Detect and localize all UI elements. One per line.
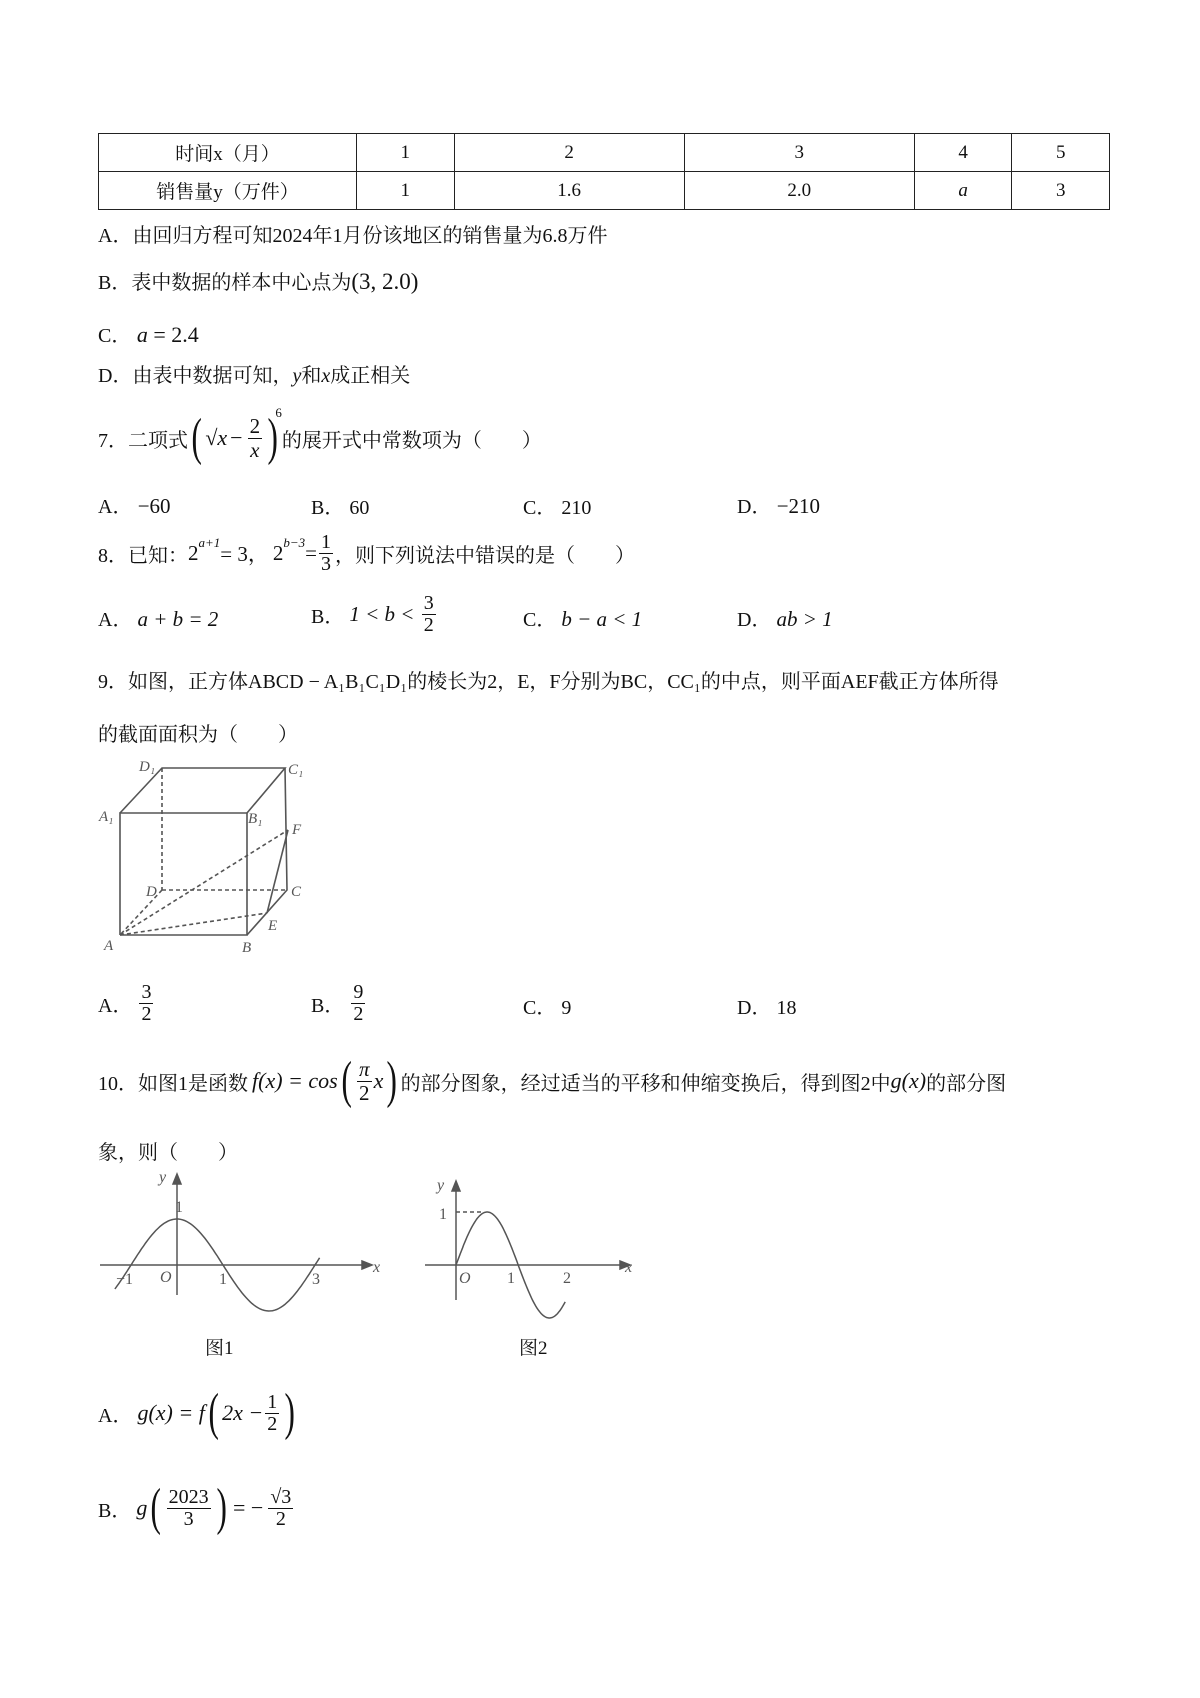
label-d: D <box>146 884 157 900</box>
q10-option-b <box>98 1477 295 1539</box>
question-text: 如图1是函数 <box>138 1072 248 1095</box>
denominator: 2 <box>359 1080 370 1105</box>
option-text: 表中数据的样本中心点为 <box>131 272 352 294</box>
option-label: D． <box>737 997 772 1019</box>
option-value: 210 <box>561 497 592 519</box>
figure-2 <box>425 1181 633 1318</box>
table-cell: a <box>914 172 1012 210</box>
right-paren: ) <box>386 1052 398 1109</box>
denominator: 2 <box>275 1507 286 1530</box>
option-value: −210 <box>776 494 821 518</box>
fraction <box>167 1487 211 1530</box>
function-f: f(x) = cos <box>252 1068 338 1093</box>
option-text: 和 <box>301 365 322 387</box>
option-value: 60 <box>349 497 370 519</box>
option-label: B． <box>98 1499 132 1522</box>
table-cell: 1.6 <box>454 172 684 210</box>
numerator: √3 <box>270 1485 292 1508</box>
numerator: 3 <box>423 591 434 614</box>
denominator: 2 <box>353 1002 364 1025</box>
option-text: 由表中数据可知， <box>132 365 293 387</box>
option-value: a + b = 2 <box>137 607 219 631</box>
exponent: 6 <box>275 405 282 420</box>
figure-2-caption: 图2 <box>519 1338 548 1359</box>
tick-label: −1 <box>116 1271 134 1288</box>
numerator: π <box>359 1057 370 1082</box>
denominator: 3 <box>183 1507 194 1530</box>
y-tick-label: 1 <box>175 1199 183 1216</box>
option-label: A． <box>98 225 133 247</box>
q9-option-d <box>737 991 796 1020</box>
label-a: A <box>104 938 114 954</box>
y-axis-arrow-icon <box>452 1181 460 1191</box>
y-axis-arrow-icon <box>173 1174 181 1184</box>
equation-rhs: = 3， <box>220 542 269 566</box>
left-paren: ( <box>208 1384 219 1441</box>
question-number: 10． <box>98 1072 138 1095</box>
x-axis-label: x <box>625 1259 633 1276</box>
option-math: = 2.4 <box>147 322 199 347</box>
question-text: 象，则（ ） <box>98 1142 238 1164</box>
base: 2 <box>272 540 284 565</box>
figure-1-caption: 图1 <box>205 1338 234 1359</box>
option-text: 成正相关 <box>330 365 411 387</box>
table-cell: 时间x（月） <box>99 134 357 172</box>
numerator: 1 <box>321 530 331 553</box>
numerator: 9 <box>353 980 364 1003</box>
table-cell: 2 <box>454 134 684 172</box>
option-lhs: g(x) = f <box>137 1400 205 1425</box>
question-number: 8． <box>98 544 128 567</box>
option-label: D． <box>98 365 133 387</box>
right-paren: ) <box>216 1479 227 1536</box>
denominator: 3 <box>321 552 331 575</box>
option-value: 1 < b < <box>349 601 420 626</box>
question-text: 如图，正方体ABCD − A₁B₁C₁D₁的棱长为2，E，F分别为BC，CC₁的中点，则平面AEF截正方体所得 <box>128 671 999 693</box>
option-var: a <box>136 322 148 347</box>
question-text: 的截面面积为（ ） <box>98 724 298 746</box>
option-label: B． <box>311 497 345 519</box>
base: 2 <box>188 540 199 565</box>
option-value: −60 <box>137 494 171 518</box>
question-text: ，则下列说法中错误的是（ ） <box>335 544 635 567</box>
q10-option-a <box>98 1382 299 1444</box>
y-axis-label: y <box>437 1177 445 1194</box>
label-b: B <box>242 940 252 956</box>
x-axis-label: x <box>373 1259 381 1276</box>
label-d1: D₁ <box>139 759 156 775</box>
denominator: 2 <box>267 1412 278 1435</box>
question-text: 二项式 <box>128 429 188 452</box>
option-label: B． <box>311 605 345 628</box>
table-cell: 销售量y（万件） <box>99 172 357 210</box>
question-number: 7． <box>98 429 128 452</box>
tick-label: 3 <box>312 1271 320 1288</box>
numerator: 2 <box>249 414 261 439</box>
option-label: B． <box>311 994 345 1017</box>
left-paren: ( <box>341 1052 352 1109</box>
denominator: 2 <box>423 613 434 636</box>
option-label: A． <box>98 609 133 631</box>
y-axis-label: y <box>159 1169 167 1186</box>
tick-label: 1 <box>219 1271 227 1288</box>
table-cell: 5 <box>1012 134 1110 172</box>
question-text: 的部分图象，经过适当的平移和伸缩变换后，得到图2中 <box>400 1072 891 1095</box>
tick-label: 2 <box>563 1270 571 1287</box>
option-var: y <box>292 365 302 387</box>
option-var: x <box>321 365 331 387</box>
option-math: (3, 2.0) <box>351 269 419 294</box>
right-paren: ) <box>284 1384 296 1441</box>
x-axis-arrow-icon <box>362 1261 372 1269</box>
figure-1 <box>100 1174 372 1311</box>
option-label: D． <box>737 609 772 631</box>
q8-option-d <box>737 603 833 632</box>
minus-sign: − <box>230 425 243 450</box>
origin-label: O <box>459 1270 471 1287</box>
exponent: b−3 <box>283 535 306 550</box>
fraction <box>268 1487 293 1530</box>
question-text: 已知： <box>128 544 188 567</box>
left-paren: ( <box>150 1479 162 1536</box>
option-inner: 2x − <box>222 1400 264 1425</box>
fraction <box>265 1392 279 1435</box>
option-label: C． <box>98 325 132 347</box>
sqrt-x: √x <box>205 425 228 450</box>
option-label: C． <box>523 997 557 1019</box>
label-f: F <box>292 822 302 838</box>
option-label: C． <box>523 497 557 519</box>
question-number: 9． <box>98 671 128 693</box>
label-b1: B₁ <box>248 811 263 827</box>
numerator: 2023 <box>168 1485 209 1508</box>
tick-label: 1 <box>507 1270 515 1287</box>
table-cell: 1 <box>357 172 455 210</box>
option-value: ab > 1 <box>776 607 833 631</box>
table-cell: 3 <box>684 134 914 172</box>
denominator: x <box>250 437 260 462</box>
exponent: a+1 <box>198 535 221 550</box>
table-cell: 2.0 <box>684 172 914 210</box>
function-graphs <box>0 0 700 1400</box>
right-paren: ) <box>267 409 278 466</box>
function-g: g(x) <box>890 1068 927 1093</box>
table-cell: 4 <box>914 134 1012 172</box>
option-value: b − a < 1 <box>561 607 643 631</box>
option-label: C． <box>523 609 557 631</box>
left-paren: ( <box>191 409 202 466</box>
q7-option-d <box>737 490 820 519</box>
label-c1: C₁ <box>288 762 304 778</box>
question-text: 的展开式中常数项为（ ） <box>281 429 542 452</box>
equation-rhs: = <box>305 540 317 565</box>
numerator: 3 <box>141 980 152 1003</box>
option-label: A． <box>98 994 133 1017</box>
label-c: C <box>291 884 302 900</box>
label-a1: A₁ <box>99 809 114 825</box>
option-text: 由回归方程可知2024年1月份该地区的销售量为6.8万件 <box>132 225 608 247</box>
variable-x: x <box>373 1068 384 1093</box>
option-value: 18 <box>776 997 797 1019</box>
table-cell: 1 <box>357 134 455 172</box>
option-rhs: = − <box>233 1495 264 1520</box>
label-e: E <box>268 918 278 934</box>
numerator: 1 <box>267 1390 278 1413</box>
origin-label: O <box>160 1269 172 1286</box>
option-label: A． <box>98 1404 133 1427</box>
question-text: 的部分图 <box>926 1072 1007 1095</box>
option-value: 9 <box>561 997 572 1019</box>
denominator: 2 <box>141 1002 152 1025</box>
option-label: A． <box>98 496 133 518</box>
option-lhs: g <box>136 1495 148 1520</box>
option-label: B． <box>98 272 132 294</box>
table-cell: 3 <box>1012 172 1110 210</box>
option-label: D． <box>737 496 772 518</box>
y-tick-label: 1 <box>439 1206 447 1223</box>
